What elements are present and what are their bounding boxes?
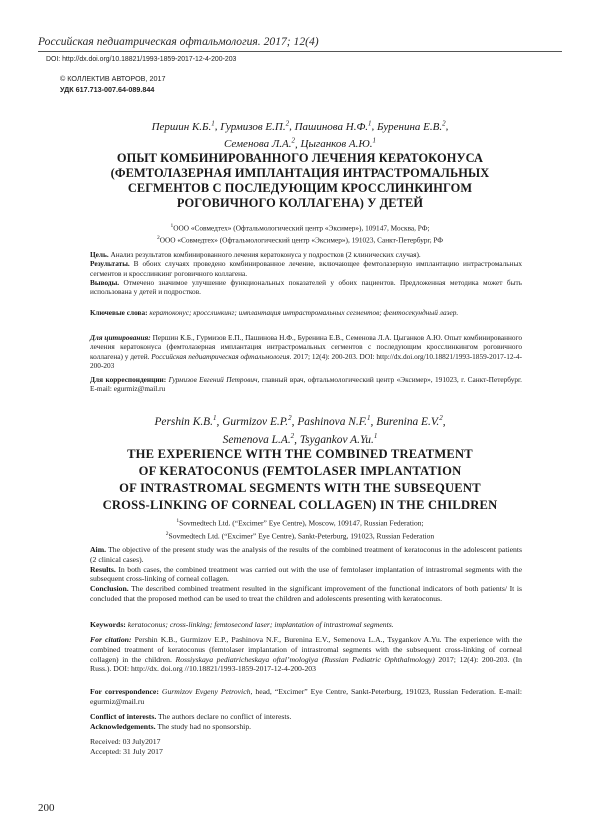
ru-article-title: ОПЫТ КОМБИНИРОВАННОГО ЛЕЧЕНИЯ КЕРАТОКОНУСА (ФЕМТОЛАЗЕРНАЯ ИМПЛАНТАЦИЯ ИНТРАСТРОМАЛЬНЫХ СЕГМЕНТОВ С ПОСЛЕДУЮЩИМ КРОССЛИНКИНГОМ РОГОВИЧНОГО КОЛЛАГЕНА) У ДЕТЕЙ bbox=[110, 151, 490, 210]
en-author-6: Tsygankov A.Yu.$^1$ bbox=[299, 432, 378, 447]
ru-affiliation-2: $^2$ООО «Совмедтех» (Офтальмологический центр «Эксимер»), 191023, Санкт-Петербург, РФ bbox=[156, 235, 444, 245]
en-conflict-ack: Conflict of interests. The authors declare no conflict of interests. Acknowledgements. The study had no sponsorship. bbox=[90, 712, 292, 731]
en-correspondence: For correspondence: Gurmizov Evgeny Petrovich, head, “Excimer” Eye Centre, Sankt-Peterburg, 191023, Russian Federation. E-mail: egurmiz@mail.ru bbox=[90, 687, 522, 706]
ru-citation: Для цитирования: Першин К.Б., Гурмизов Е.П., Пашинова Н.Ф., Буренина Е.В., Семенова Л.А. Цыганков А.Ю. Опыт комбинированного лечения кератоконуса (фемтолазерная имплантация интрастромальных сегментов с последующим кросслинкингом роговичного коллагена) у детей. Российская педиатрическая офтальмология. 2017; 12(4): 200-203. DOI: http://dx.doi.org/10.18821/1993-1859-2017-12-4-200-203 bbox=[90, 333, 523, 370]
ru-keywords: Ключевые слова: кератоконус; кросслинкинг; имплантация интрастромальных сегментов; фемтосекундный лазер. bbox=[90, 308, 459, 317]
ru-author-5: Семенова Л.А.$^2$ bbox=[224, 136, 296, 151]
ru-correspondence: Для корреспонденции: Гурмизов Евгений Петрович, главный врач, офтальмологический центр «Эксимер», 191023, г. Санкт-Петербург. E-mail: egurmiz@mail.ru bbox=[90, 375, 522, 394]
ru-affiliations bbox=[60, 221, 540, 246]
copyright-line: © КОЛЛЕКТИВ АВТОРОВ, 2017 bbox=[60, 74, 166, 83]
en-author-2: Gurmizov E.P.$^2$ bbox=[222, 414, 292, 428]
received-date: Received: 03 July2017 bbox=[90, 737, 161, 746]
journal-running-header: Российская педиатрическая офтальмология. 2017; 12(4) bbox=[38, 35, 319, 48]
ru-affiliation-1: $^1$ООО «Совмедтех» (Офтальмологический центр «Эксимер»), 109147, Москва, РФ; bbox=[170, 223, 430, 233]
ru-author-4: Буренина Е.В.$^2$ bbox=[377, 119, 446, 133]
en-author-4: Burenina E.V.$^2$ bbox=[376, 414, 443, 428]
en-authors: Pershin K.B.$^1$, Gurmizov E.P.$^2$, Pashinova N.F.$^1$, Burenina E.V.$^2$, Semenova L.A.$^2$, Tsygankov A.Yu.$^1$ bbox=[154, 414, 446, 447]
en-affiliations bbox=[60, 516, 540, 541]
en-keywords: Keywords: keratoconus; cross-linking; femtosecond laser; implantation of intrastromal segments. bbox=[90, 620, 394, 629]
udk-code: УДК 617.713-007.64-089.844 bbox=[60, 85, 155, 94]
en-abstract: Aim. The objective of the present study was the analysis of the results of the combined treatment of keratoconus in the adolescent patients (2 clinical cases). Results. In both cases, the combined treatment was carried out with the use of femtolaser implantation of intrastromal segments with the subsequent cross-linking of corneal collagen. Conclusion. The described combined treatment resulted in the significant improvement of the functional indicators of both patients/ It is concluded that the proposed method can be used to treat the children and adolescents presenting with keratoconus. bbox=[90, 545, 522, 603]
ru-authors: Першин К.Б.$^1$, Гурмизов Е.П.$^2$, Пашинова Н.Ф.$^1$, Буренина Е.В.$^2$, Семенова Л.А.$^2$, Цыганков А.Ю.$^1$ bbox=[151, 119, 449, 151]
article-doi[interactable]: DOI: http://dx.doi.org/10.18821/1993-1859-2017-12-4-200-203 bbox=[46, 56, 237, 63]
en-article-title: THE EXPERIENCE WITH THE COMBINED TREATMENT OF KERATOCONUS (FEMTOLASER IMPLANTATION OF INTRASTROMAL SEGMENTS WITH THE SUBSEQUENT CROSS-LINKING OF CORNEAL COLLAGEN) IN THE CHILDREN bbox=[102, 447, 498, 512]
en-author-1: Pershin K.B.$^1$ bbox=[154, 414, 217, 428]
en-dates bbox=[90, 737, 522, 757]
accepted-date: Accepted: 31 July 2017 bbox=[90, 746, 163, 756]
en-author-5: Semenova L.A.$^2$ bbox=[222, 432, 295, 447]
en-affiliation-1: $^1$Sovmedtech Ltd. (“Excimer” Eye Centre), Moscow, 109147, Russian Federation; bbox=[176, 518, 424, 528]
ru-abstract: Цель. Анализ результатов комбинированного лечения кератоконуса у подростков (2 клинических случая). Результаты. В обоих случаях проведено комбинированное лечение, включающее фемтолазерную имплантацию интрастромальных сегментов и кросслинкинг роговичного коллагена. Выводы. Отмечено значимое улучшение функциональных показателей у обоих пациентов. Предложенная методика может быть использована у детей и подростков. bbox=[90, 250, 522, 297]
ru-author-6: Цыганков А.Ю.$^1$ bbox=[300, 136, 376, 151]
header-rule bbox=[38, 51, 562, 52]
en-affiliation-2: $^2$Sovmedtech Ltd. (“Excimer” Eye Centre), Sankt-Peterburg, 191023, Russian Federation bbox=[165, 530, 435, 540]
ru-author-3: Пашинова Н.Ф.$^1$ bbox=[294, 119, 372, 133]
ru-author-1: Першин К.Б.$^1$ bbox=[151, 119, 215, 133]
en-author-3: Pashinova N.F.$^1$ bbox=[297, 414, 371, 428]
en-citation: For citation: Pershin K.B., Gurmizov E.P., Pashinova N.F., Burenina E.V., Semenova L.A., Tsygankov A.Yu. The experience with the combined treatment of keratoconus (femtolaser implantation of intrastromal segments with the subsequent cross-linking of corneal collagen) in the children. Rossiyskaya pediatricheskaya oftal’mologiya (Russian Pediatric Ophthalmology) 2017; 12(4): 200-203. (In Russ.). DOI: http://dx. doi.org //10.18821/1993-1859-2017-12-4-200-203 bbox=[90, 635, 523, 674]
page-number: 200 bbox=[38, 802, 55, 814]
ru-author-2: Гурмизов Е.П.$^2$ bbox=[220, 119, 290, 133]
